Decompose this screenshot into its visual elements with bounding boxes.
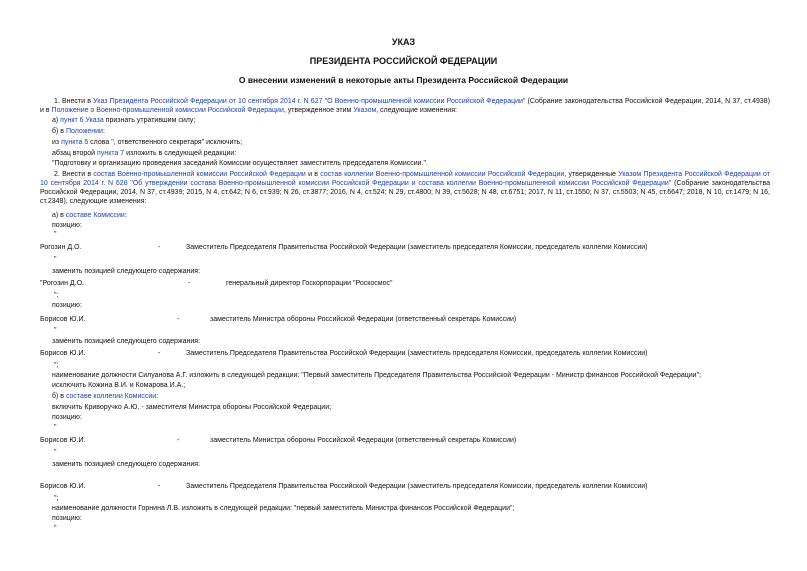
link-decree-628[interactable]: Указом Президента Российской Федерации от 10 сентября 2014 г. N 628 "Об утверждении состава Военно-промышленной комиссии Российской Федерации и состава коллегии Военно-промышленной комиссии Российской Федерации" bbox=[40, 171, 770, 187]
replace-label-3: заменить позицией следующего содержания: bbox=[52, 461, 201, 468]
position-label-3: позицию: bbox=[52, 414, 82, 421]
item-e: "Подготовку и организацию проведения заседаний Комиссии осуществляет заместитель председателя Комиссии.". bbox=[52, 160, 428, 167]
item-c-pre: из bbox=[52, 139, 62, 146]
link-decree-627[interactable]: Указ Президента Российской Федерации от 10 сентября 2014 г. N 627 "О Военно-промышленной комиссии Российской Федерации" bbox=[93, 98, 526, 105]
item-d bbox=[52, 150, 236, 158]
link-point-7[interactable]: пункта 7 bbox=[97, 150, 125, 157]
replace-label-1: заменить позицией следующего содержания: bbox=[52, 268, 201, 275]
paragraph-1 bbox=[40, 97, 770, 115]
borisov-1-name: Борисов Ю.И. bbox=[40, 316, 86, 323]
link-decree[interactable]: Указом bbox=[353, 107, 377, 114]
siluanov-line: наименование должности Силуанова А.Г. изложить в следующей редакции: "Первый заместитель Председателя Правительства Российской Федерации - Министр финансов Российской Федерации"; bbox=[52, 372, 702, 379]
krivoruchko-line: включить Криворучко А.Ю. - заместителя Министра обороны Российской Федерации; bbox=[52, 404, 332, 411]
item-a-pre: а) bbox=[52, 117, 61, 124]
p1-text-a: 1. Внести в bbox=[54, 98, 94, 105]
quote-mark-6: " bbox=[54, 525, 57, 532]
link-composition[interactable]: состав Военно-промышленной комиссии Российской Федерации bbox=[93, 171, 306, 178]
quote-mark-1: " bbox=[54, 231, 57, 238]
item-d-post: изложить в следующей редакции: bbox=[124, 150, 237, 157]
rogozin-name: Рогозин Д.О. bbox=[40, 244, 82, 251]
borisov-1-dash: - bbox=[177, 316, 180, 323]
rogozin-new-desc: генеральный директор Госкорпорации "Роскосмос" bbox=[226, 280, 393, 287]
item-c bbox=[52, 139, 242, 147]
link-collegium[interactable]: состав коллегии Военно-промышленной комиссии Российской Федерации bbox=[320, 171, 565, 178]
quote-mark-5: " bbox=[54, 449, 57, 456]
sub-b-pre: б) в bbox=[52, 393, 66, 400]
p1-text-b: (Собрание законодательства Российской Федерации, 2014, N 37, ст.4938) и в bbox=[40, 98, 770, 114]
item-a-post: признать утратившим силу; bbox=[103, 117, 196, 124]
quote-mark-2: " bbox=[54, 256, 57, 263]
quote-mark-3: " bbox=[54, 327, 57, 334]
position-label-4: позицию: bbox=[52, 515, 82, 522]
borisov-3-name: Борисов Ю.И. bbox=[40, 437, 86, 444]
rogozin-new-dash: - bbox=[188, 280, 191, 287]
sub-a bbox=[52, 212, 127, 220]
borisov-3-desc: заместитель Министра обороны Российской Федерации (ответственный секретарь Комиссии) bbox=[210, 437, 517, 444]
borisov-2-desc: Заместитель Председателя Правительства Российской Федерации (заместитель председателя Комиссии, председатель коллегии Комиссии) bbox=[186, 350, 648, 357]
link-commission-composition[interactable]: составе Комиссии bbox=[65, 212, 125, 219]
sub-a-pre: а) в bbox=[52, 212, 66, 219]
p1-text-d: , следующие изменения: bbox=[376, 107, 457, 114]
borisov-2-name: Борисов Ю.И. bbox=[40, 350, 86, 357]
link-point-6[interactable]: пункт 6 Указа bbox=[60, 117, 104, 124]
kozhin-line: исключить Кожина В.И. и Комарова И.А.; bbox=[52, 382, 186, 389]
borisov-2-dash: - bbox=[158, 350, 161, 357]
link-point-5[interactable]: пункта 5 bbox=[61, 139, 89, 146]
position-label-2: позицию: bbox=[52, 302, 82, 309]
semicolon-2: "; bbox=[54, 362, 59, 369]
quote-mark-4: " bbox=[54, 424, 57, 431]
sub-b-post: : bbox=[156, 393, 159, 400]
borisov-4-name: Борисов Ю.И. bbox=[40, 483, 86, 490]
item-b-pre: б) в bbox=[52, 128, 66, 135]
semicolon-3: "; bbox=[54, 495, 59, 502]
item-a bbox=[52, 117, 195, 125]
item-b-post: : bbox=[102, 128, 105, 135]
link-regulation-2[interactable]: Положении bbox=[65, 128, 103, 135]
paragraph-2 bbox=[40, 170, 770, 206]
borisov-4-dash: - bbox=[158, 483, 161, 490]
item-c-post: слова ", ответственного секретаря" исключить; bbox=[88, 139, 243, 146]
title-decree: УКАЗ bbox=[391, 37, 416, 47]
p2-text-b: и в bbox=[305, 171, 321, 178]
item-d-pre: абзац второй bbox=[52, 150, 98, 157]
p2-text-a: 2. Внести в bbox=[54, 171, 94, 178]
p2-text-c: , утвержденные bbox=[564, 171, 619, 178]
title-president: ПРЕЗИДЕНТА РОССИЙСКОЙ ФЕДЕРАЦИИ bbox=[309, 56, 498, 66]
link-collegium-composition[interactable]: составе коллегии Комиссии bbox=[65, 393, 157, 400]
semicolon-1: "; bbox=[54, 292, 59, 299]
rogozin-dash: - bbox=[158, 244, 161, 251]
rogozin-new-name: "Рогозин Д.О. bbox=[40, 280, 84, 287]
sub-b bbox=[52, 393, 158, 401]
item-b bbox=[52, 128, 105, 136]
position-label-1: позицию: bbox=[52, 222, 82, 229]
p1-text-c: , утвержденное этим bbox=[283, 107, 354, 114]
borisov-4-desc: Заместитель Председателя Правительства Российской Федерации (заместитель председателя Комиссии, председатель коллегии Комиссии) bbox=[186, 483, 648, 490]
sub-a-post: : bbox=[124, 212, 127, 219]
borisov-3-dash: - bbox=[177, 437, 180, 444]
rogozin-desc: Заместитель Председателя Правительства Российской Федерации (заместитель председателя Комиссии, председатель коллегии Комиссии) bbox=[186, 244, 648, 251]
link-regulation[interactable]: Положение о Военно-промышленной комиссии Российской Федерации bbox=[51, 107, 284, 114]
replace-label-2: заменить позицией следующего содержания: bbox=[52, 338, 201, 345]
gornin-line: наименование должности Горнина Л.В. изложить в следующей редакции: "первый заместитель Министра финансов Российской Федерации"; bbox=[52, 505, 515, 512]
title-subject: О внесении изменений в некоторые акты Президента Российской Федерации bbox=[238, 75, 569, 85]
p2-text-d: (Собрание законодательства Российской Федерации, 2014, N 37, ст.4939; 2015, N 4, ст.642; N 6, ст.939; N 26, ст.3877; 2016, N 4, ст.524; N 29, ст.4800; N 39, ст.5628; N 48, ст.6751; 2017, N 11, ст.1550; N 37, ст.5503; N 45, ст.6647; 2018, N 10, ст.1479; N 16, ст.2348), следующие изменения: bbox=[40, 180, 771, 205]
borisov-1-desc: заместитель Министра обороны Российской Федерации (ответственный секретарь Комиссии) bbox=[210, 316, 517, 323]
